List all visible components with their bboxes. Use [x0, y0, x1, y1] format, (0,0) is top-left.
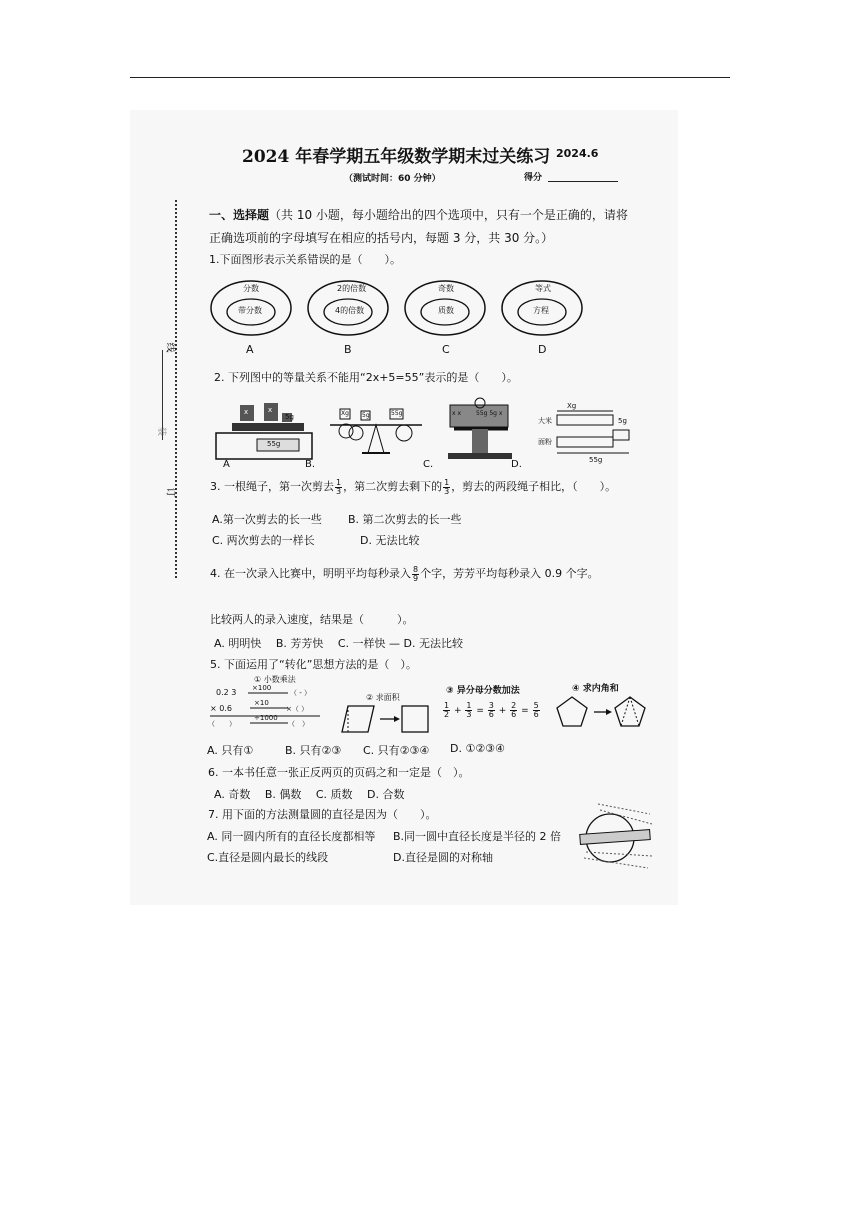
q1-a-inner: 带分数 — [238, 306, 262, 315]
binding-dotted-line — [175, 200, 177, 578]
q2-d-row2: 面粉 — [538, 438, 552, 446]
q3-frac1-den: 3 — [336, 486, 342, 496]
q7-option-a: A. 同一圆内所有的直径长度都相等 — [207, 830, 376, 843]
q5-fig2-title: ② 求面积 — [366, 693, 400, 702]
q2-label-d: D. — [511, 459, 522, 470]
q4-stem-a: 4. 在一次录入比赛中，明明平均每秒录入 — [210, 567, 411, 580]
q5-fig1-left3: （ ） — [208, 720, 236, 728]
q5-fig3-equals-2: = — [521, 706, 529, 716]
q5-fig3-equals-1: = — [476, 706, 484, 716]
q2-b-weight-xg: Xg — [341, 410, 349, 417]
top-rule — [130, 77, 730, 78]
binding-mark-zhuang: 装 — [156, 426, 167, 437]
q4-stem-b: 个字，芳芳平均每秒录入 0.9 个字。 — [420, 567, 599, 580]
q5-option-d: D. ①②③④ — [450, 742, 505, 755]
q3-option-b: B. 第二次剪去的长一些 — [348, 513, 462, 526]
q5-option-a: A. 只有① — [207, 744, 254, 757]
q5-fig1-line1: 0.2 3 — [216, 688, 237, 697]
q5-fig1-line2: × 0.6 — [210, 704, 232, 713]
q4-frac-den: 9 — [413, 573, 419, 583]
q5-fig1-right3: （ ） — [288, 720, 309, 728]
exam-date: 2024.6 — [556, 147, 599, 160]
q4-frac-num: 8 — [413, 564, 419, 574]
q5-fig4-title: ④ 求内角和 — [572, 684, 619, 694]
time-note: （测试时间：60 分钟） — [344, 174, 441, 184]
q1-letter-d: D — [538, 343, 547, 356]
q2-stem: 2. 下列图中的等量关系不能用“2x+5=55”表示的是（ ）。 — [214, 371, 518, 384]
q3-stem-a: 3. 一根绳子，第一次剪去 — [210, 480, 334, 493]
q5-fig3-frac-a — [443, 702, 450, 719]
q2-d-row1: 大米 — [538, 417, 552, 425]
q2-c-left-pan: x x — [452, 410, 462, 417]
q3-stem-c: ，剪去的两段绳子相比，（ ）。 — [451, 480, 617, 493]
q3-option-a: A.第一次剪去的长一些 — [212, 513, 322, 526]
q5-fig3-frac-d-num: 2 — [511, 701, 517, 710]
q5-fig1-op2: ×10 — [254, 699, 269, 707]
q2-a-weight-x2: x — [268, 406, 273, 414]
q7-option-b: B.同一圆中直径长度是半径的 2 倍 — [393, 830, 562, 843]
section-instructions-2: 正确选项前的字母填写在相应的括号内，每题 3 分，共 30 分。） — [209, 231, 554, 245]
q2-figure-a-scale — [216, 403, 312, 459]
section-heading-row — [209, 206, 628, 223]
binding-mark-ding: 订 — [164, 487, 176, 498]
q5-fig3-frac-e — [533, 702, 540, 719]
q4-fraction — [412, 566, 419, 583]
q1-c-outer: 奇数 — [438, 284, 454, 293]
q2-a-weight-x1: x — [244, 408, 249, 416]
q5-fig3-frac-d — [510, 702, 517, 719]
q7-option-c: C.直径是圆内最长的线段 — [207, 851, 329, 864]
q5-fig1-right2: ×（ ） — [286, 705, 309, 713]
q5-fig2-shapes — [338, 700, 438, 740]
q3-option-d: D. 无法比较 — [360, 534, 420, 547]
q2-d-bottom-label: 55g — [589, 456, 603, 464]
q2-figure-c-pan-balance — [448, 398, 512, 459]
q1-d-outer: 等式 — [535, 284, 551, 293]
q1-stem: 1.下面图形表示关系错误的是（ ）。 — [209, 253, 401, 266]
q3-fraction-1 — [335, 479, 342, 496]
q5-fig3-frac-a-den: 2 — [444, 710, 450, 719]
q6-options: A. 奇数 B. 偶数 C. 质数 D. 合数 — [214, 788, 405, 801]
q7-stem: 7. 用下面的方法测量圆的直径是因为（ ）。 — [208, 808, 437, 821]
q4-stem-2: 比较两人的录入速度，结果是（ ）。 — [210, 613, 414, 626]
q5-fig4-shapes — [554, 694, 654, 734]
q2-b-weight-5g: 5g — [362, 412, 370, 419]
q7-circle-ruler-figure — [578, 800, 658, 870]
q5-fig3-equation — [442, 702, 541, 719]
q1-b-inner: 4的倍数 — [335, 306, 365, 315]
q3-fraction-2 — [443, 479, 450, 496]
q3-frac2-num: 1 — [444, 477, 450, 487]
score-blank — [548, 181, 618, 182]
q2-label-c: C. — [423, 459, 434, 470]
q1-c-inner: 质数 — [438, 306, 454, 315]
q4-stem — [210, 565, 599, 583]
q5-fig3-frac-b-den: 3 — [466, 710, 472, 719]
section-heading: 一、选择题 — [209, 208, 270, 222]
q3-stem — [210, 478, 616, 496]
q6-stem: 6. 一本书任意一张正反两页的页码之和一定是（ ）。 — [208, 766, 470, 779]
q3-frac1-num: 1 — [336, 477, 342, 487]
q2-a-display: 55g — [267, 440, 281, 448]
q5-fig3-frac-d-den: 6 — [511, 710, 517, 719]
q5-fig1-op1: ×100 — [252, 684, 272, 692]
binding-mark-line: 线 — [164, 342, 176, 353]
q2-d-top-label: Xg — [567, 402, 577, 410]
q5-fig3-frac-b — [465, 702, 472, 719]
q1-letter-c: C — [442, 343, 450, 356]
q3-frac2-den: 3 — [444, 486, 450, 496]
section-instructions-1: （共 10 小题，每小题给出的四个选项中，只有一个是正确的，请将 — [269, 208, 628, 222]
q1-letter-a: A — [246, 343, 254, 356]
q2-c-right-pan: 55g 5g x — [476, 410, 503, 417]
q1-d-inner: 方程 — [533, 306, 549, 315]
q2-d-right-label: 5g — [618, 417, 627, 425]
q5-fig3-frac-e-num: 5 — [533, 701, 539, 710]
q5-fig1-lines — [208, 680, 328, 730]
q5-fig3-frac-c — [488, 702, 495, 719]
q5-fig3-title: ③ 异分母分数加法 — [446, 686, 520, 696]
q5-fig3-frac-e-den: 6 — [533, 710, 539, 719]
q2-label-b: B. — [305, 459, 316, 470]
q3-stem-b: ，第二次剪去剩下的 — [343, 480, 443, 493]
q4-options: A. 明明快 B. 芳芳快 C. 一样快 — D. 无法比较 — [214, 637, 463, 650]
q5-fig3-plus-1: + — [453, 706, 462, 716]
q2-label-a: A — [223, 459, 230, 470]
q5-fig3-plus-2: + — [498, 706, 507, 716]
q5-option-b: B. 只有②③ — [285, 744, 342, 757]
q2-a-weight-5g: 5g — [285, 413, 294, 421]
q1-a-outer: 分数 — [243, 284, 259, 293]
page-title: 2024 年春学期五年级数学期末过关练习 — [242, 147, 551, 167]
q5-fig3-frac-b-num: 1 — [466, 701, 472, 710]
q5-option-c: C. 只有②③④ — [363, 744, 430, 757]
q5-fig3-frac-c-num: 3 — [488, 701, 494, 710]
q5-fig1-op3: ÷1000 — [254, 714, 278, 722]
q5-fig1-title: ① 小数乘法 — [254, 675, 296, 684]
q5-stem: 5. 下面运用了“转化”思想方法的是（ ）。 — [210, 658, 417, 671]
q1-b-outer: 2的倍数 — [337, 284, 367, 293]
q1-letter-b: B — [344, 343, 352, 356]
q2-b-weight-55g: 55g — [391, 410, 403, 417]
score-label: 得分 — [524, 173, 543, 183]
q5-fig1-right1: （ - ） — [290, 689, 311, 697]
q7-option-d: D.直径是圆的对称轴 — [393, 851, 493, 864]
q3-option-c: C. 两次剪去的一样长 — [212, 534, 315, 547]
q5-fig3-frac-a-num: 1 — [444, 701, 450, 710]
q5-fig3-frac-c-den: 6 — [488, 710, 494, 719]
